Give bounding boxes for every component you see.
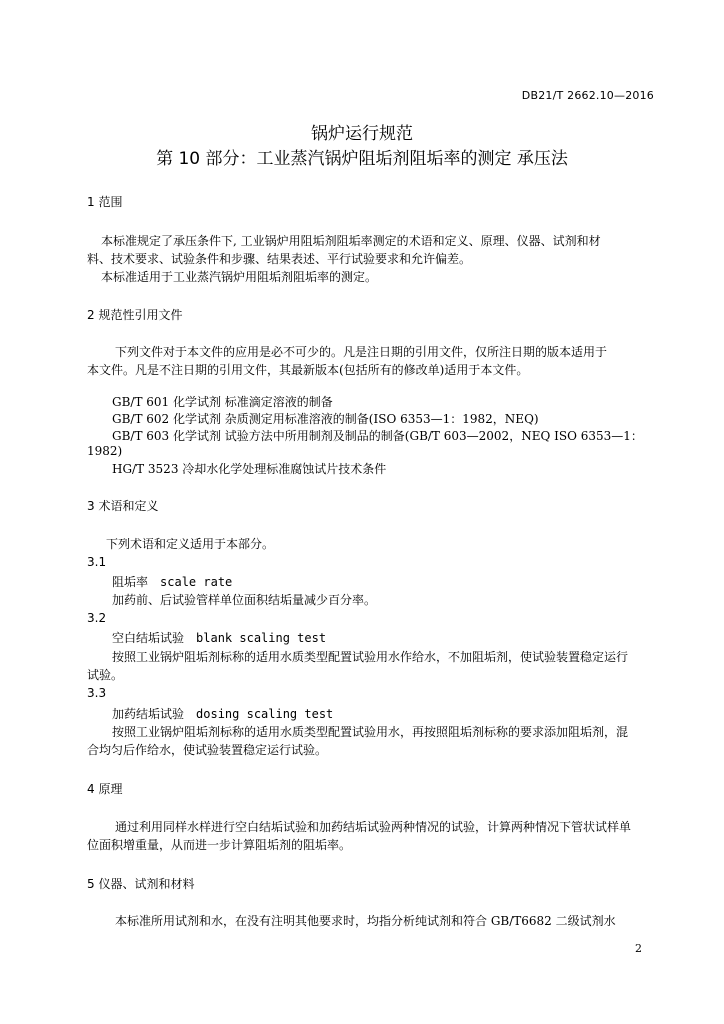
term-heading (112, 629, 326, 646)
term-number: 3.1 (87, 555, 107, 569)
term-chinese: 空白结垢试验 (112, 631, 185, 645)
term-heading (112, 573, 232, 590)
section-1-scope-line: 本标准适用于工业蒸汽锅炉用阻垢剂阻垢率的测定。 (101, 270, 378, 284)
term-definition-line: 按照工业锅炉阻垢剂标称的适用水质类型配置试验用水，再按照阻垢剂标称的要求添加阻垢剂，混 (112, 725, 629, 739)
term-chinese: 阻垢率 (112, 575, 149, 589)
document-title: 锅炉运行规范 (311, 124, 413, 144)
section-2-paragraph-line: 本文件。凡是不注日期的引用文件，其最新版本(包括所有的修改单)适用于本文件。 (87, 363, 529, 377)
term-definition-line: 试验。 (87, 668, 124, 682)
standard-number: DB21/T 2662.10—2016 (521, 89, 654, 102)
reference-item: GB/T 602 化学试剂 杂质测定用标准溶液的制备(ISO 6353—1：1982，NEQ) (112, 412, 539, 426)
term-definition-line: 合均匀后作给水，使试验装置稳定运行试验。 (87, 743, 328, 757)
section-1-heading: 1 范围 (87, 195, 123, 209)
term-definition-line: 按照工业锅炉阻垢剂标称的适用水质类型配置试验用水作给水，不加阻垢剂，使试验装置稳定运行 (112, 650, 629, 664)
section-4-heading: 4 原理 (87, 782, 123, 796)
reference-item-continuation: 1982) (87, 444, 123, 458)
term-heading (112, 705, 333, 722)
term-english: dosing scaling test (196, 707, 334, 721)
term-number: 3.3 (87, 686, 107, 700)
term-chinese: 加药结垢试验 (112, 707, 185, 721)
section-4-paragraph-line: 通过利用同样水样进行空白结垢试验和加药结垢试验两种情况的试验，计算两种情况下管状试样单 (115, 820, 632, 834)
section-2-paragraph-line: 下列文件对于本文件的应用是必不可少的。凡是注日期的引用文件，仅所注日期的版本适用于 (115, 345, 608, 359)
section-1-paragraph-line: 料、技术要求、试验条件和步骤、结果表述、平行试验要求和允许偏差。 (87, 252, 472, 266)
section-5-heading: 5 仪器、试剂和材料 (87, 877, 195, 891)
reference-item: HG/T 3523 冷却水化学处理标准腐蚀试片技术条件 (112, 462, 387, 476)
page-number: 2 (635, 942, 642, 955)
section-5-paragraph-line: 本标准所用试剂和水，在没有注明其他要求时，均指分析纯试剂和符合 GB/T6682 二级试剂水 (115, 914, 616, 928)
term-english: scale rate (160, 575, 233, 589)
term-definition: 加药前、后试验管样单位面积结垢量减少百分率。 (112, 593, 377, 607)
term-number: 3.2 (87, 611, 107, 625)
section-4-paragraph-line: 位面积增重量，从而进一步计算阻垢剂的阻垢率。 (87, 838, 352, 852)
document-subtitle: 第 10 部分：工业蒸汽锅炉阻垢剂阻垢率的测定 承压法 (156, 149, 568, 169)
section-1-paragraph-line: 本标准规定了承压条件下, 工业锅炉用阻垢剂阻垢率测定的术语和定义、原理、仪器、试剂和材 (101, 234, 601, 248)
section-3-intro: 下列术语和定义适用于本部分。 (106, 537, 275, 551)
term-english: blank scaling test (196, 631, 327, 645)
reference-item: GB/T 603 化学试剂 试验方法中所用制剂及制品的制备(GB/T 603—2002，NEQ ISO 6353—1： (112, 429, 643, 443)
section-2-heading: 2 规范性引用文件 (87, 308, 183, 322)
section-3-heading: 3 术语和定义 (87, 499, 159, 513)
reference-item: GB/T 601 化学试剂 标准滴定溶液的制备 (112, 395, 333, 409)
